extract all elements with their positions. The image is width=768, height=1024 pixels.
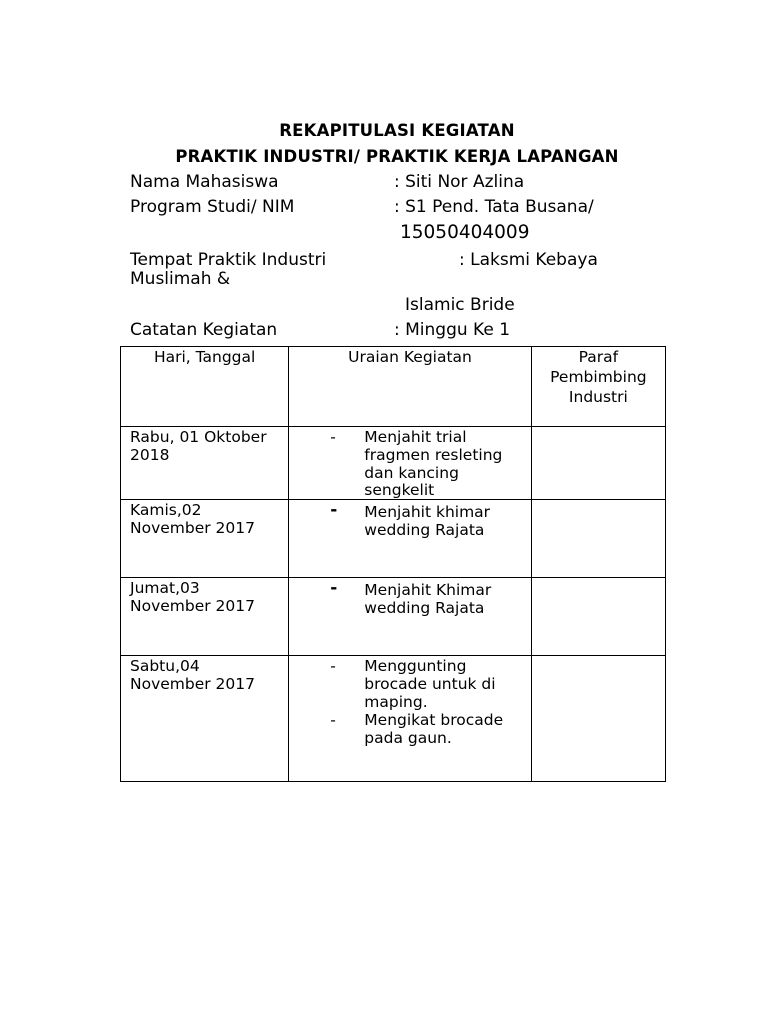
date-line: Sabtu,04: [130, 657, 200, 675]
nama-label: Nama Mahasiswa: [130, 172, 279, 192]
tempat-value-cont: Islamic Bride: [405, 295, 515, 315]
header-paraf-line: Paraf: [578, 348, 619, 366]
catatan-label: Catatan Kegiatan: [130, 320, 278, 340]
bullet-dash: -: [330, 711, 336, 729]
date-line: November 2017: [130, 597, 256, 615]
nama-value: : Siti Nor Azlina: [394, 172, 525, 192]
activity-line: wedding Rajata: [364, 599, 485, 617]
activity-cell: [289, 578, 531, 656]
activity-item: [289, 428, 530, 498]
prodi-value: : S1 Pend. Tata Busana/: [394, 197, 594, 217]
activity-line: Menjahit Khimar: [364, 581, 492, 599]
date-line: Kamis,02: [130, 501, 202, 519]
activity-cell: [289, 427, 531, 500]
tempat-label-cont: Muslimah &: [130, 269, 231, 289]
date-line: Jumat,03: [130, 579, 200, 597]
date-cell: [121, 500, 289, 578]
date-cell: [121, 578, 289, 656]
nim-value: 15050404009: [400, 222, 530, 243]
activity-line: wedding Rajata: [364, 521, 485, 539]
header-paraf: [531, 347, 665, 427]
activity-line: Mengikat brocade: [364, 711, 504, 729]
paraf-cell: [531, 427, 665, 500]
tempat-label: Tempat Praktik Industri: [130, 250, 327, 270]
activity-line: fragmen resleting: [364, 446, 503, 464]
header-paraf-line: Industri: [568, 388, 628, 406]
header-paraf-line: Pembimbing: [550, 368, 647, 386]
activity-line: dan kancing: [364, 464, 459, 482]
bullet-dash: -: [330, 578, 338, 598]
activity-cell: [289, 500, 531, 578]
header-uraian-kegiatan: Uraian Kegiatan: [289, 347, 531, 427]
activity-item: [289, 657, 530, 711]
activity-line: sengkelit: [364, 481, 435, 499]
table-row: [121, 578, 666, 656]
activity-item: [289, 500, 530, 539]
document-subtitle: PRAKTIK INDUSTRI/ PRAKTIK KERJA LAPANGAN: [175, 147, 619, 166]
catatan-value: : Minggu Ke 1: [394, 320, 511, 340]
activity-line: pada gaun.: [364, 729, 452, 747]
paraf-cell: [531, 578, 665, 656]
date-line: November 2017: [130, 675, 256, 693]
date-line: November 2017: [130, 519, 256, 537]
date-line: 2018: [130, 446, 170, 464]
tempat-value: : Laksmi Kebaya: [459, 250, 598, 270]
header-hari-tanggal: Hari, Tanggal: [121, 347, 289, 427]
bullet-dash: -: [330, 657, 336, 675]
date-cell: [121, 656, 289, 782]
activity-table: [120, 346, 666, 782]
activity-item: [289, 711, 530, 747]
bullet-dash: -: [330, 428, 336, 446]
paraf-cell: [531, 656, 665, 782]
date-line: Rabu, 01 Oktober: [130, 428, 267, 446]
table-header-row: [121, 347, 666, 427]
activity-line: Menjahit trial: [364, 428, 467, 446]
activity-line: Menggunting: [364, 657, 467, 675]
table-row: [121, 656, 666, 782]
activity-cell: [289, 656, 531, 782]
table-row: [121, 427, 666, 500]
activity-line: Menjahit khimar: [364, 503, 491, 521]
document-title: REKAPITULASI KEGIATAN: [279, 121, 515, 140]
prodi-label: Program Studi/ NIM: [130, 197, 295, 217]
activity-line: maping.: [364, 693, 428, 711]
activity-item: [289, 578, 530, 617]
table-row: [121, 500, 666, 578]
bullet-dash: -: [330, 500, 338, 520]
paraf-cell: [531, 500, 665, 578]
date-cell: [121, 427, 289, 500]
activity-line: brocade untuk di: [364, 675, 496, 693]
